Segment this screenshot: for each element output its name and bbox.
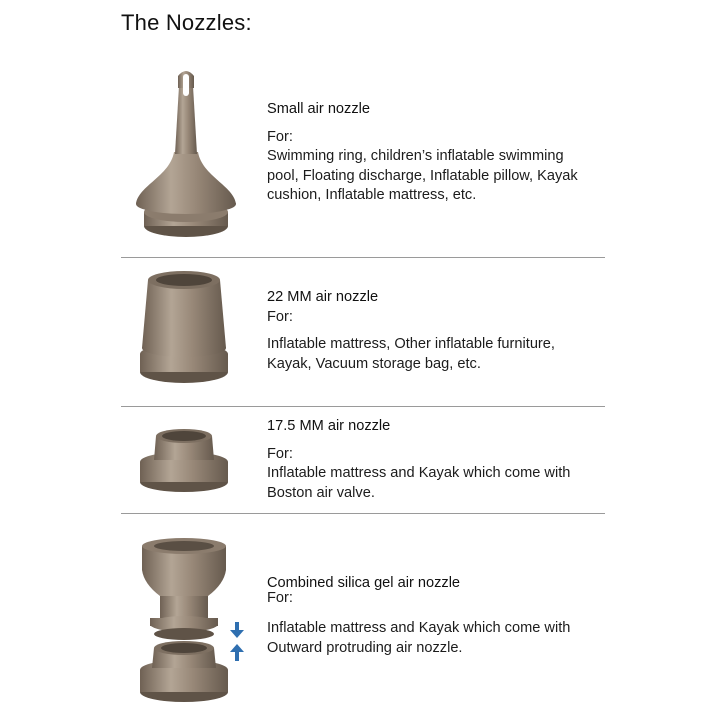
for-label: For: [267, 128, 293, 145]
22mm-air-nozzle-text [267, 288, 612, 374]
combined-nozzle-text [267, 575, 612, 658]
use-line: pool, Floating discharge, Inflatable pillow, Kayak [267, 167, 578, 184]
nozzle-name: 17.5 MM air nozzle [267, 418, 391, 434]
divider [121, 406, 605, 407]
use-line: Kayak, Vacuum storage bag, etc. [267, 355, 481, 372]
use-line: Boston air valve. [267, 484, 375, 501]
use-line: Inflatable mattress and Kayak which come with [267, 465, 571, 481]
page-title: The Nozzles: [121, 10, 252, 35]
17-5mm-air-nozzle-text [267, 417, 612, 503]
for-label: For: [267, 308, 293, 325]
small-air-nozzle-image [130, 66, 242, 246]
arrow-down-icon [235, 622, 239, 630]
combined-silica-gel-nozzle-image [134, 534, 234, 706]
small-air-nozzle-text [267, 100, 612, 206]
use-line: Outward protruding air nozzle. [267, 639, 463, 656]
use-line: cushion, Inflatable mattress, etc. [267, 187, 477, 203]
divider [121, 257, 605, 258]
for-label: For: [267, 445, 293, 462]
17-5mm-air-nozzle-image [134, 426, 234, 496]
22mm-air-nozzle-image [134, 268, 234, 388]
divider [121, 513, 605, 514]
use-line: Inflatable mattress, Other inflatable furniture, [267, 336, 555, 352]
use-line: Inflatable mattress and Kayak which come with [267, 620, 571, 636]
for-label: For: [267, 590, 293, 606]
nozzle-name: Combined silica gel air nozzle [267, 575, 461, 591]
nozzle-name: Small air nozzle [267, 101, 371, 117]
arrow-up-icon [235, 652, 239, 661]
use-line: Swimming ring, children’s inflatable swimming [267, 148, 564, 164]
nozzle-name: 22 MM air nozzle [267, 289, 379, 305]
assembly-arrows-icon [228, 620, 246, 662]
